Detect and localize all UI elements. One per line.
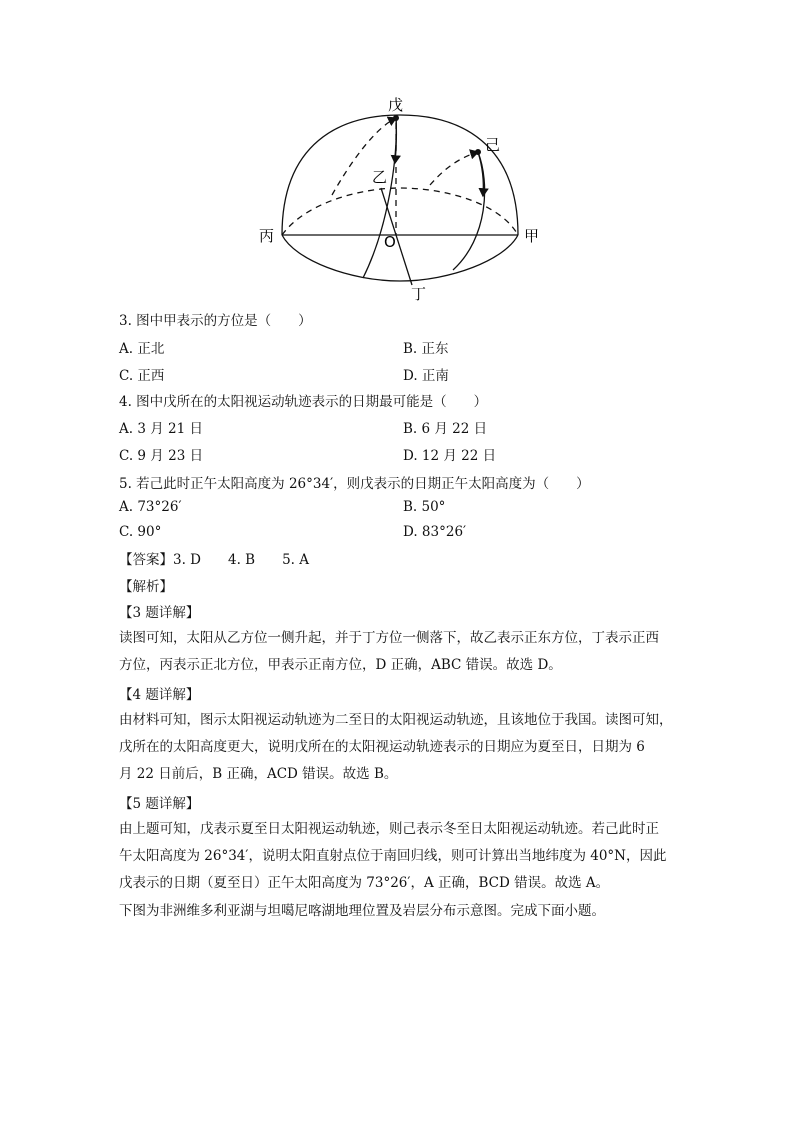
winter-path-back	[430, 152, 478, 185]
label-yi: 乙	[372, 168, 388, 186]
label-jia: 甲	[524, 227, 540, 245]
explanation-4-title: 【4 题详解】	[119, 687, 200, 703]
sun-path-diagram	[250, 88, 550, 303]
label-ji: 己	[485, 136, 501, 154]
analysis-heading: 【解析】	[119, 579, 173, 595]
ji-point	[475, 149, 481, 155]
q3-stem: 3. 图中甲表示的方位是（ ）	[119, 313, 312, 329]
q4-option-d: D. 12 月 22 日	[403, 448, 497, 464]
q5-option-a: A. 73°26′	[119, 499, 182, 515]
q3-option-c: C. 正西	[119, 368, 165, 384]
label-bing: 丙	[259, 227, 275, 245]
explanation-5-line-1: 由上题可知，戊表示夏至日太阳视运动轨迹，则己表示冬至日太阳视运动轨迹。若己此时正	[119, 821, 659, 837]
q5-option-b: B. 50°	[403, 499, 446, 515]
explanation-3-line-1: 读图可知，太阳从乙方位一侧升起，并于丁方位一侧落下，故乙表示正东方位，丁表示正西	[119, 630, 659, 646]
explanation-5-line-2: 午太阳高度为 26°34′，说明太阳直射点位于南回归线，则可计算出当地纬度为 40°N，因此	[119, 848, 667, 864]
label-o: O	[384, 233, 396, 251]
q5-stem: 5. 若己此时正午太阳高度为 26°34′，则戊表示的日期正午太阳高度为（ ）	[119, 476, 590, 492]
q4-option-c: C. 9 月 23 日	[119, 448, 204, 464]
explanation-5-title: 【5 题详解】	[119, 796, 200, 812]
explanation-3-title: 【3 题详解】	[119, 605, 200, 621]
horizon-front	[282, 235, 518, 281]
q4-option-a: A. 3 月 21 日	[119, 421, 203, 437]
explanation-3-line-2: 方位，丙表示正北方位，甲表示正南方位，D 正确，ABC 错误。故选 D。	[119, 657, 562, 673]
explanation-4-line-1: 由材料可知，图示太阳视运动轨迹为二至日的太阳视运动轨迹，且该地位于我国。读图可知，	[119, 712, 673, 728]
summer-path-arrow	[395, 118, 396, 163]
q3-option-d: D. 正南	[403, 368, 449, 384]
answer-line: 【答案】3. D 4. B 5. A	[119, 552, 310, 568]
winter-path-front	[453, 152, 485, 270]
explanation-5-line-3: 戊表示的日期（夏至日）正午太阳高度为 73°26′，A 正确，BCD 错误。故选 A。	[119, 875, 610, 891]
explanation-4-line-2: 戊所在的太阳高度更大，说明戊所在的太阳视运动轨迹表示的日期应为夏至日，日期为 6	[119, 739, 645, 755]
q5-option-c: C. 90°	[119, 524, 162, 540]
q4-option-b: B. 6 月 22 日	[403, 421, 488, 437]
q3-option-a: A. 正北	[119, 341, 165, 357]
label-wu: 戊	[388, 96, 404, 114]
q5-option-d: D. 83°26′	[403, 524, 467, 540]
wu-point	[393, 115, 399, 121]
next-question-intro: 下图为非洲维多利亚湖与坦噶尼喀湖地理位置及岩层分布示意图。完成下面小题。	[119, 903, 605, 919]
q4-stem: 4. 图中戊所在的太阳视运动轨迹表示的日期最可能是（ ）	[119, 394, 488, 410]
explanation-4-line-3: 月 22 日前后，B 正确，ACD 错误。故选 B。	[119, 766, 398, 782]
q3-option-b: B. 正东	[403, 341, 449, 357]
summer-path-front	[363, 118, 396, 278]
label-ding: 丁	[411, 285, 427, 303]
